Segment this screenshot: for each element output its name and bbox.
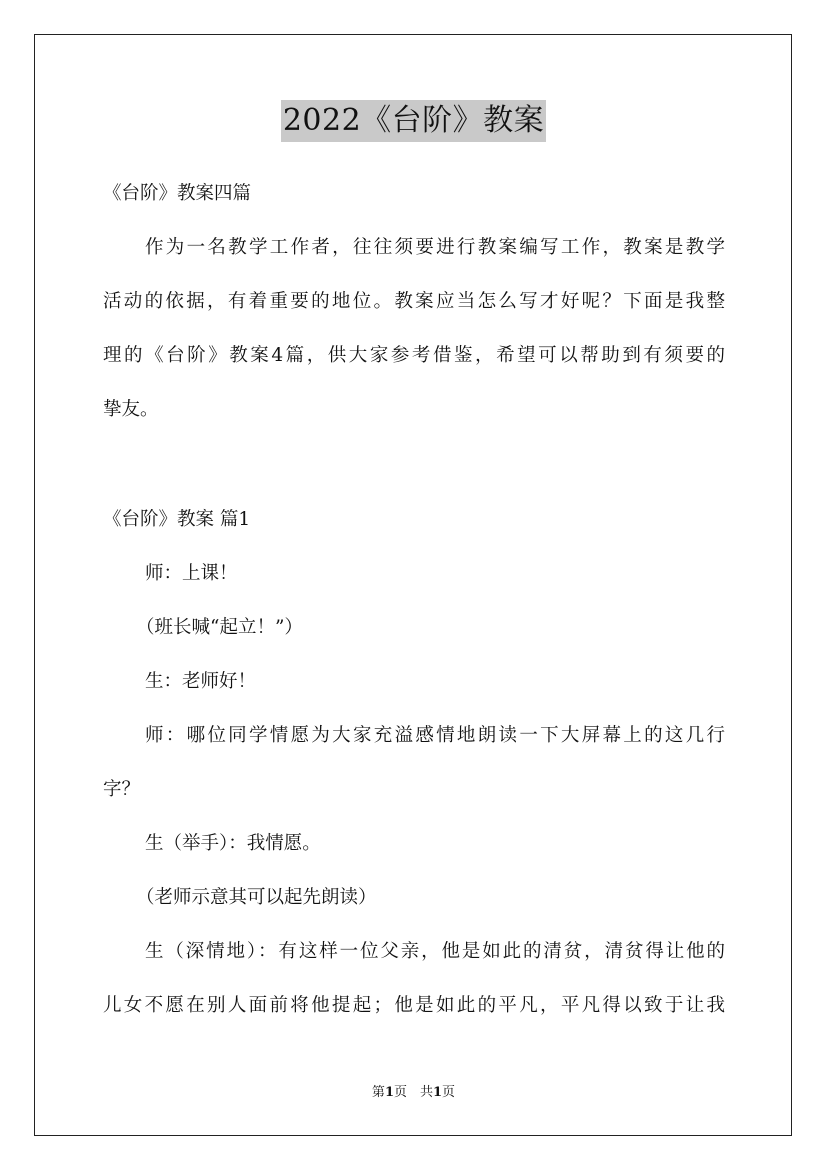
intro-line-2: 活动的依据，有着重要的地位。教案应当怎么写才好呢？下面是我整: [103, 291, 725, 312]
dialogue-line: 儿女不愿在别人面前将他提起；他是如此的平凡，平凡得以致于让我: [103, 995, 725, 1016]
footer-page-number: 1: [384, 1085, 394, 1100]
section-heading: 《台阶》教案 篇1: [103, 509, 251, 530]
title-container: [0, 100, 827, 142]
footer-mid: 页 共: [393, 1085, 433, 1100]
footer-page-total: 1: [433, 1085, 443, 1100]
intro-line-4: 挚友。: [103, 399, 159, 420]
footer-prefix: 第: [371, 1085, 385, 1100]
dialogue-line: 师：哪位同学情愿为大家充溢感情地朗读一下大屏幕上的这几行: [145, 725, 725, 746]
dialogue-line: （老师示意其可以起先朗读）: [136, 887, 377, 908]
document-subtitle: 《台阶》教案四篇: [103, 183, 252, 204]
page-footer: [0, 1084, 827, 1102]
intro-line-1: 作为一名教学工作者，往往须要进行教案编写工作，教案是教学: [145, 237, 725, 258]
dialogue-line: 生（深情地）：有这样一位父亲，他是如此的清贫，清贫得让他的: [145, 941, 725, 962]
dialogue-line: 生（举手）：我情愿。: [145, 833, 321, 854]
dialogue-line: 师：上课！: [145, 563, 238, 584]
dialogue-line: 生：老师好！: [145, 671, 257, 692]
intro-line-3: 理的《台阶》教案4篇，供大家参考借鉴，希望可以帮助到有须要的: [103, 345, 725, 366]
dialogue-line: （班长喊“起立！”）: [136, 617, 303, 638]
dialogue-line: 字？: [103, 779, 141, 800]
document-title: 2022《台阶》教案: [281, 100, 546, 142]
footer-suffix: 页: [442, 1085, 456, 1100]
